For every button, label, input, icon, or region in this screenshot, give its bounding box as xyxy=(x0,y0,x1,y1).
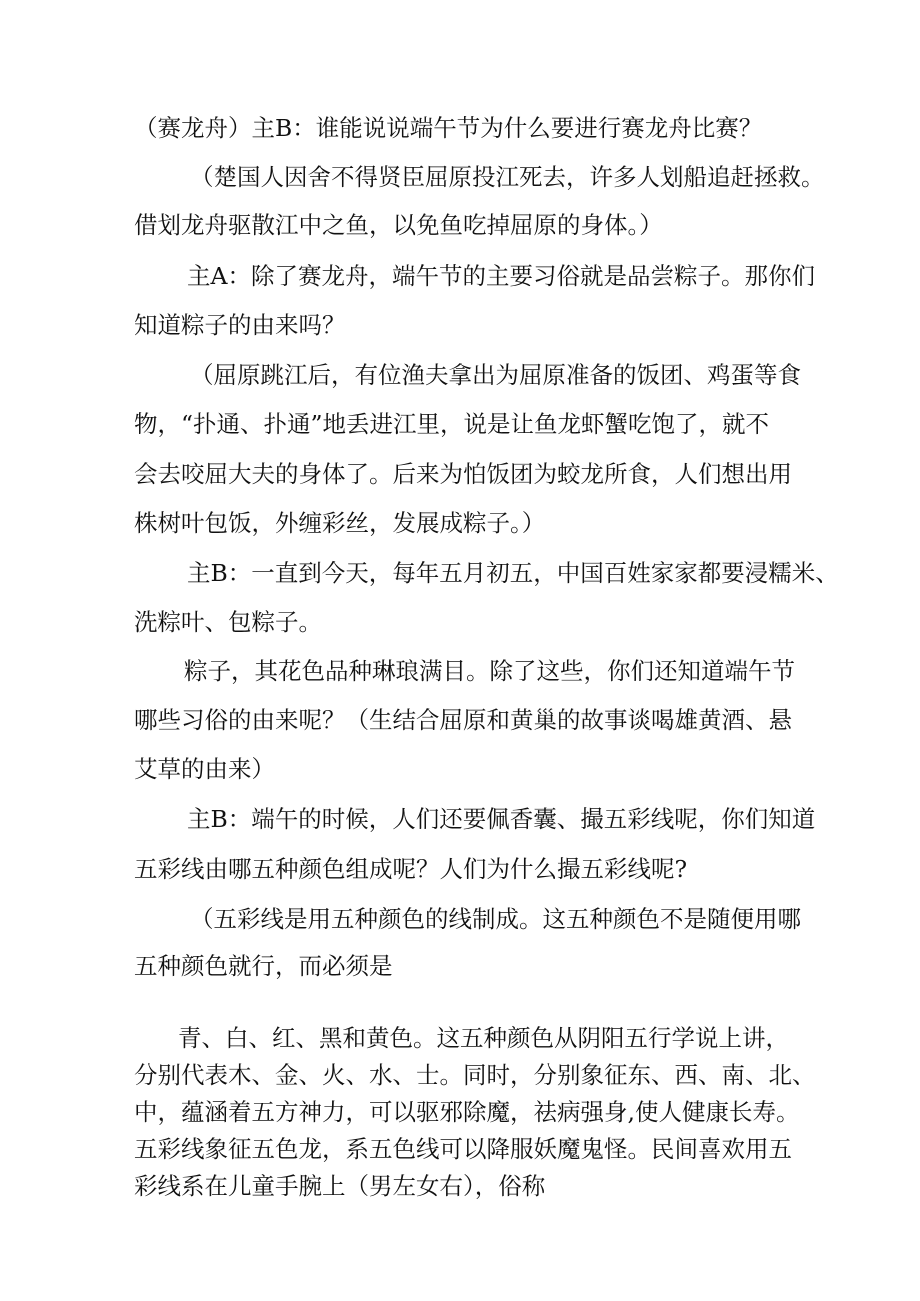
text-line: 主B：端午的时候，人们还要佩香囊、撮五彩线呢，你们知道 xyxy=(187,805,816,833)
text-line: 分别代表木、金、火、水、士。同时，分别象征东、西、南、北、 xyxy=(134,1061,816,1089)
text-line: 中，蕴涵着五方神力，可以驱邪除魔，祛病强身,使人健康长寿。 xyxy=(134,1098,800,1126)
text-line: 五种颜色就行，而必须是 xyxy=(134,952,393,980)
text-line: 物，“扑通、扑通”地丢进江里，说是让鱼龙虾蟹吃饱了，就不 xyxy=(134,410,770,438)
text-line: （赛龙舟）主B：谁能说说端午节为什么要进行赛龙舟比赛？ xyxy=(134,114,763,142)
text-line: 五彩线象征五色龙，系五色线可以降服妖魔鬼怪。民间喜欢用五 xyxy=(134,1135,792,1163)
text-line: 五彩线由哪五种颜色组成呢？人们为什么撮五彩线呢? xyxy=(134,855,688,883)
text-line: 主B：一直到今天，每年五月初五，中国百姓家家都要浸糯米、 xyxy=(187,559,839,587)
text-line: 哪些习俗的由来呢？（生结合屈原和黄巢的故事谈喝雄黄酒、悬 xyxy=(134,706,792,734)
text-line: 借划龙舟驱散江中之鱼，以免鱼吃掉屈原的身体。） xyxy=(134,211,663,239)
text-line: （屈原跳江后，有位渔夫拿出为屈原准备的饭团、鸡蛋等食 xyxy=(190,361,801,389)
text-line: 粽子，其花色品种琳琅满目。除了这些，你们还知道端午节 xyxy=(184,657,795,685)
text-line: （五彩线是用五种颜色的线制成。这五种颜色不是随便用哪 xyxy=(190,905,801,933)
text-line: 株树叶包饭，外缠彩丝，发展成粽子。） xyxy=(134,509,546,537)
text-line: （楚国人因舍不得贤臣屈原投江死去，许多人划船追赶拯救。 xyxy=(190,163,825,191)
text-line: 艾草的由来） xyxy=(134,755,275,783)
text-line: 青、白、红、黑和黄色。这五种颜色从阴阳五行学说上讲， xyxy=(178,1024,789,1052)
text-line: 主A：除了赛龙舟，端午节的主要习俗就是品尝粽子。那你们 xyxy=(187,262,815,290)
text-line: 知道粽子的由来吗？ xyxy=(134,311,346,339)
text-line: 洗粽叶、包粽子。 xyxy=(134,608,322,636)
text-line: 彩线系在儿童手腕上（男左女右），俗称 xyxy=(134,1172,546,1200)
text-line: 会去咬屈大夫的身体了。后来为怕饭团为蛟龙所食，人们想出用 xyxy=(134,460,792,488)
